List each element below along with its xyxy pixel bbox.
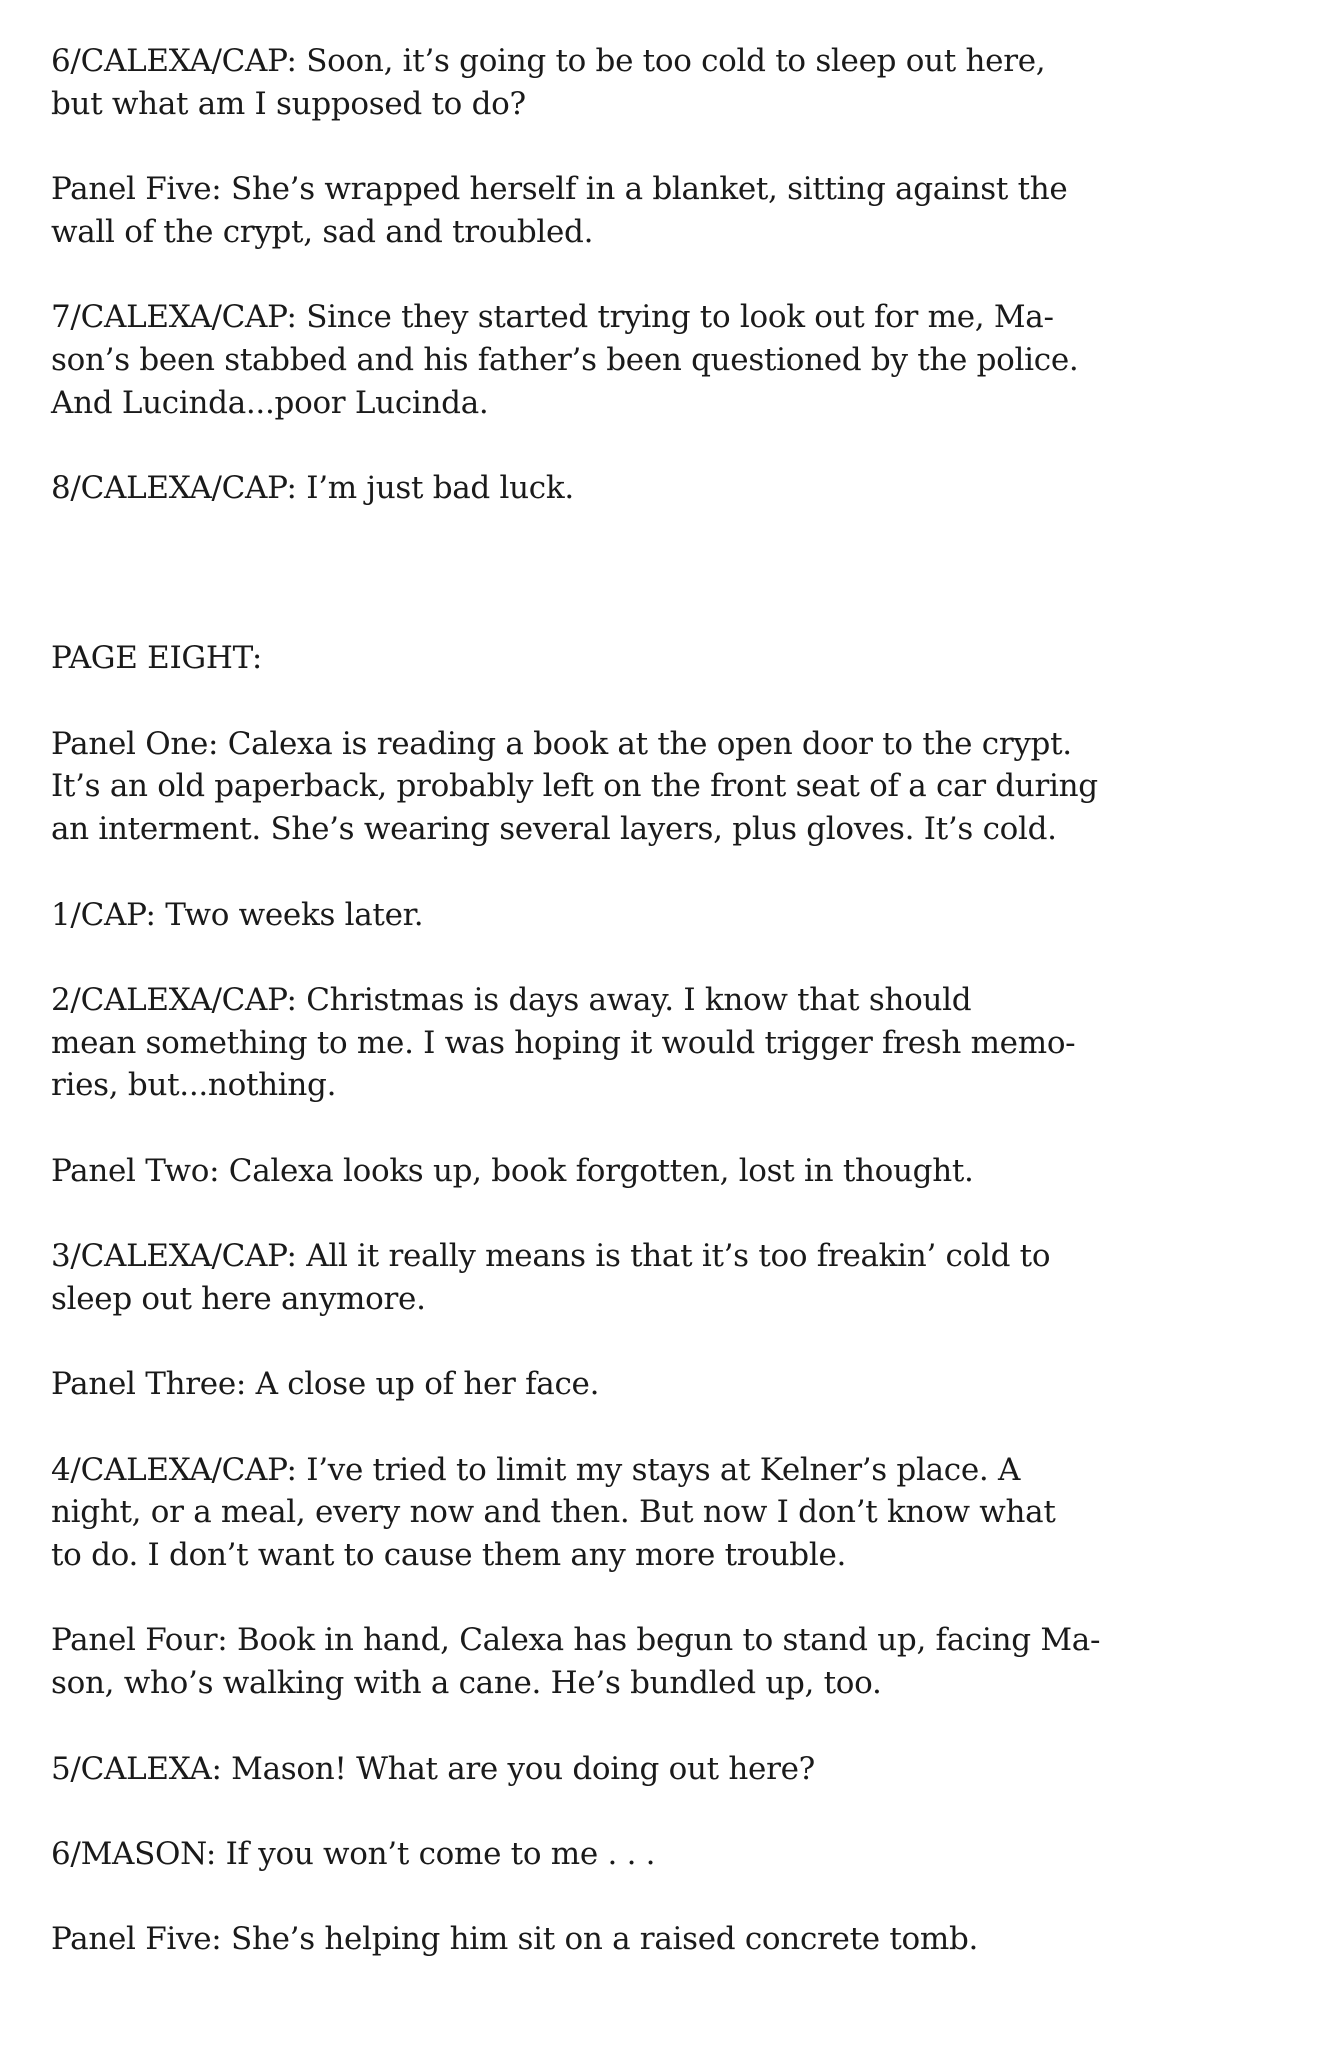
text-line: 4/CALEXA/CAP: I’ve tried to limit my stays at Kelner’s place. A [51, 1451, 1021, 1488]
panel-four-description [51, 1619, 1211, 1704]
text-line: 8/CALEXA/CAP: I’m just bad luck. [51, 469, 574, 506]
dialogue-6-mason [51, 1833, 1211, 1876]
text-line: ries, but...nothing. [51, 1067, 337, 1104]
text-line: 1/CAP: Two weeks later. [51, 896, 424, 933]
text-line: Panel Five: She’s wrapped herself in a blanket, sitting against the [51, 171, 1068, 208]
caption-3-calexa [51, 1235, 1211, 1320]
script-page [51, 40, 1211, 2004]
text-line: Panel Four: Book in hand, Calexa has begun to stand up, facing Ma- [51, 1622, 1101, 1659]
text-line: sleep out here anymore. [51, 1280, 426, 1317]
text-line: 6/MASON: If you won’t come to me . . . [51, 1835, 656, 1872]
text-line: And Lucinda...poor Lucinda. [51, 384, 489, 421]
text-line: 6/CALEXA/CAP: Soon, it’s going to be too cold to sleep out here, [51, 43, 1046, 79]
text-line: son’s been stabbed and his father’s been questioned by the police. [51, 341, 1079, 378]
text-line: son, who’s walking with a cane. He’s bundled up, too. [51, 1665, 882, 1702]
section-page-eight [51, 723, 1211, 1961]
text-line: Panel One: Calexa is reading a book at the open door to the crypt. [51, 725, 1072, 762]
text-line: 3/CALEXA/CAP: All it really means is that it’s too freakin’ cold to [51, 1238, 1051, 1275]
text-line: Panel Three: A close up of her face. [51, 1366, 600, 1403]
text-line: mean something to me. I was hoping it would trigger fresh memo- [51, 1024, 1076, 1061]
caption-2-calexa [51, 979, 1211, 1107]
page-heading: PAGE EIGHT: [51, 640, 263, 677]
panel-three-description [51, 1363, 1211, 1406]
panel-two-description [51, 1150, 1211, 1193]
text-line: Panel Five: She’s helping him sit on a raised concrete tomb. [51, 1921, 979, 1958]
panel-one-description [51, 723, 1211, 851]
caption-7-calexa [51, 296, 1211, 424]
caption-1 [51, 894, 1211, 937]
text-line: but what am I supposed to do? [51, 85, 526, 122]
text-line: wall of the crypt, sad and troubled. [51, 213, 594, 250]
text-line: night, or a meal, every now and then. But now I don’t know what [51, 1494, 1056, 1531]
section-previous-page [51, 40, 1211, 510]
dialogue-5-calexa [51, 1748, 1211, 1791]
text-line: It’s an old paperback, probably left on the front seat of a car during [51, 768, 1098, 805]
text-line: 7/CALEXA/CAP: Since they started trying to look out for me, Ma- [51, 299, 1054, 336]
text-line: Panel Two: Calexa looks up, book forgotten, lost in thought. [51, 1152, 974, 1189]
text-line: 5/CALEXA: Mason! What are you doing out here? [51, 1750, 815, 1787]
caption-6-calexa [51, 40, 1211, 125]
panel-five-description-page-eight [51, 1918, 1211, 1961]
panel-five-description [51, 168, 1211, 253]
caption-8-calexa [51, 467, 1211, 510]
caption-4-calexa [51, 1449, 1211, 1577]
text-line: an interment. She’s wearing several layers, plus gloves. It’s cold. [51, 811, 1057, 848]
spacer [51, 552, 1211, 637]
text-line: 2/CALEXA/CAP: Christmas is days away. I know that should [51, 981, 972, 1018]
text-line: to do. I don’t want to cause them any more trouble. [51, 1537, 847, 1574]
